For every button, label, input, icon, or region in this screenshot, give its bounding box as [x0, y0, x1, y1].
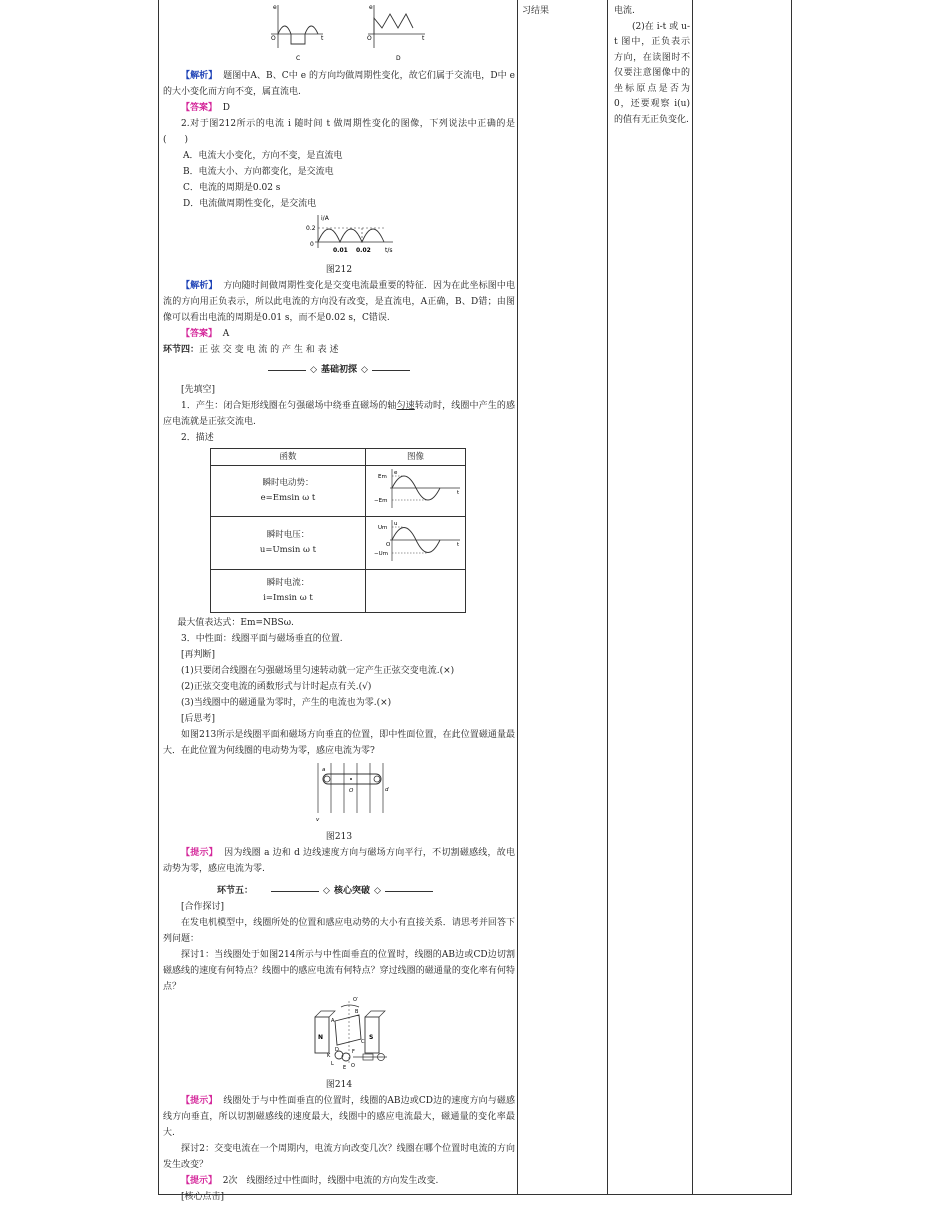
current-formula: i=Imsin ω t — [263, 593, 313, 603]
band-basics-label: 基础初探 — [320, 365, 357, 375]
q2-answer-text: A — [222, 329, 230, 339]
fig214-o: O — [351, 1063, 355, 1069]
section4-heading — [163, 342, 515, 358]
figure-c-d — [163, 0, 515, 62]
q2-analysis — [163, 278, 515, 326]
col3-tip: (2)在 i-t 或 u-t 图中，正负表示方向，在读图时不仅要注意图像中的坐标原点是否为0，还要观察 i(u) 的值有无正负变化. — [614, 21, 690, 125]
table-cell-emf-graph — [366, 466, 466, 517]
graph-c-axis-t: t — [321, 35, 324, 42]
item1-post: 转动时，线圈中产生的感应电流就是正弦交流电. — [163, 401, 515, 427]
discussion-2: 探讨2：交变电流在一个周期内，电流方向改变几次？线圈在哪个位置时电流的方向发生改变？ — [163, 1144, 515, 1170]
function-table — [210, 448, 466, 613]
fig214-k: K — [327, 1053, 331, 1059]
col3-line1: 电流. — [614, 6, 635, 16]
q1-analysis — [163, 68, 515, 100]
figure-213 — [163, 759, 515, 823]
fig213-d: d — [385, 787, 389, 793]
judge-3: (3)当线圈中的磁通量为零时，产生的电流也为零.(×) — [181, 698, 392, 708]
hint-d1 — [163, 1093, 515, 1141]
item3: 3．中性面：线圈平面与磁场垂直的位置. — [181, 634, 343, 644]
column-divider — [607, 0, 608, 1195]
rejudge-label: [再判断] — [181, 650, 216, 660]
core-label: [核心点击] — [181, 1192, 225, 1202]
fig212-axis-y: i/A — [321, 215, 329, 222]
think-label: [后思考] — [181, 714, 216, 724]
graph-u-origin: O — [385, 542, 390, 548]
hint-d2 — [163, 1173, 515, 1189]
table-cell-current-graph — [366, 570, 466, 613]
graph-u-t: t — [456, 542, 459, 548]
graph-d-axis-t: t — [422, 35, 425, 42]
max-value: 最大值表达式：Em=NBSω. — [177, 618, 294, 628]
graph-c-origin: O — [271, 35, 276, 42]
q2-analysis-text: 方向随时间做周期性变化是交变电流最重要的特征．因为在此坐标图中电流的方向用正负表示，所以此电流的方向没有改变，是直流电，A正确，B、D错；由图像可以看出电流的周期是0.01 s，而不是0.02 s，C错误. — [163, 281, 515, 323]
graph-e-axis: e — [393, 470, 397, 476]
judge-2: (2)正弦交变电流的函数形式与计时起点有关.(√) — [181, 682, 372, 692]
table-cell-emf — [211, 466, 366, 517]
item1-pre: 1．产生：闭合矩形线圈在匀强磁场中绕垂直磁场的轴 — [181, 401, 397, 411]
graph-e-neg: −Em — [373, 498, 387, 504]
q2-option-b: B．电流大小、方向都变化，是交流电 — [183, 167, 334, 177]
answer-tag: 【答案】 — [181, 329, 218, 339]
fig214-e: E — [343, 1065, 347, 1071]
q2-answer — [163, 326, 515, 342]
graph-e-pos: Em — [377, 474, 387, 480]
fig214-n: N — [318, 1034, 324, 1041]
graph-d-origin: O — [367, 35, 372, 42]
voltage-label: 瞬时电压： — [266, 530, 310, 540]
table-header-graph: 图像 — [366, 449, 466, 466]
sine-graph-u — [368, 517, 464, 563]
answer-tag: 【答案】 — [181, 103, 218, 113]
hint-213 — [163, 845, 515, 877]
item2: 2．描述 — [181, 433, 214, 443]
think-question: 如图213所示是线圈平面和磁场方向垂直的位置，即中性面位置，在此位置磁通量最大．在此位置为何线圈的电动势为零，感应电流为零? — [163, 730, 515, 756]
emf-formula: e=Emsin ω t — [260, 493, 316, 503]
judge-1: (1)只要闭合线圈在匀强磁场里匀速转动就一定产生正弦交变电流.(×) — [181, 666, 455, 676]
graph-d-label: D — [396, 55, 401, 62]
figure-214 — [163, 995, 515, 1071]
figure-212 — [163, 212, 515, 256]
q2-option-d: D．电流做周期性变化，是交流电 — [183, 199, 317, 209]
col3-note — [614, 4, 690, 128]
hint-tag: 【提示】 — [181, 1096, 218, 1106]
graph-c — [271, 4, 324, 62]
table-header-function: 函数 — [211, 449, 366, 466]
hint-tag: 【提示】 — [181, 848, 218, 858]
q2-stem: 2.对于图212所示的电流 i 随时间 t 做周期性变化的图像，下列说法中正确的是( ) — [163, 119, 515, 145]
fig214-s: S — [369, 1034, 374, 1041]
fig214-c: C — [361, 1039, 365, 1045]
table-cell-voltage — [211, 517, 366, 570]
item1-blank: 匀速 — [396, 401, 415, 411]
fig214-b: B — [355, 1009, 359, 1015]
hint-tag: 【提示】 — [181, 1176, 218, 1186]
analysis-tag: 【解析】 — [181, 281, 218, 291]
fig214-f: F — [352, 1049, 355, 1055]
graph-u-pos: Um — [377, 525, 387, 531]
q1-answer — [163, 100, 515, 116]
graph-e-t: t — [456, 490, 459, 496]
prefill-label: [先填空] — [181, 385, 216, 395]
coop-intro: 在发电机模型中，线圈所处的位置和感应电动势的大小有直接关系．请思考并回答下列问题： — [163, 918, 515, 944]
current-label: 瞬时电流： — [266, 578, 310, 588]
graph-u-neg: −Um — [373, 551, 388, 557]
section4-title: 环节四： — [163, 345, 200, 355]
q2-option-c: C．电流的周期是0.02 s — [183, 183, 281, 193]
graph-d-axis-e: e — [369, 4, 373, 11]
fig214-l: L — [331, 1061, 334, 1067]
section5-heading — [163, 883, 515, 899]
graph-c-label: C — [296, 55, 301, 62]
graph-c-axis-e: e — [273, 4, 277, 11]
col2-note: 习结果 — [522, 6, 550, 16]
column-divider — [517, 0, 518, 1195]
item1 — [163, 398, 515, 430]
band-basics: ◇ 基础初探 ◇ — [163, 362, 515, 378]
fig213-a: a — [322, 767, 326, 773]
q1-analysis-text: 题图中A、B、C中 e 的方向均做周期性变化，故它们属于交流电，D中 e 的大小变化而方向不变，属直流电. — [163, 71, 515, 97]
section4-subtitle: 正 弦 交 变 电 流 的 产 生 和 表 述 — [199, 345, 339, 355]
table-cell-voltage-graph — [366, 517, 466, 570]
fig214-d: D — [335, 1047, 339, 1053]
q2-option-a: A．电流大小变化，方向不变，是直流电 — [183, 151, 343, 161]
main-column — [163, 0, 515, 1205]
hint-d2-text: 2次 线圈经过中性面时，线圈中电流的方向发生改变. — [222, 1176, 439, 1186]
graph-d — [367, 4, 425, 62]
analysis-tag: 【解析】 — [181, 71, 218, 81]
fig214-o-prime: O′ — [353, 997, 359, 1003]
fig214-a: A — [331, 1018, 335, 1024]
sine-graph-e — [368, 466, 464, 510]
hint-213-text: 因为线圈 a 边和 d 边线速度方向与磁场方向平行，不切割磁感线，故电动势为零，感应电流为零. — [163, 848, 515, 874]
fig213-o: O — [349, 788, 354, 794]
voltage-formula: u=Umsin ω t — [259, 545, 317, 555]
fig213-v: v — [316, 817, 320, 823]
q1-answer-text: D — [222, 103, 230, 113]
graph-u-axis: u — [393, 521, 397, 527]
fig212-axis-x: t/s — [385, 247, 393, 254]
fig212-value: 0.2 — [306, 225, 316, 232]
emf-label: 瞬时电动势： — [262, 478, 314, 488]
section5-title: 环节五： — [217, 886, 254, 896]
band-core-label: 核心突破 — [333, 886, 370, 896]
band-core: ◇ 核心突破 ◇ — [271, 883, 433, 899]
fig212-caption: 图212 — [325, 265, 353, 275]
table-cell-current — [211, 570, 366, 613]
fig212-zero: 0 — [310, 241, 314, 248]
fig213-caption: 图213 — [325, 832, 353, 842]
fig212-t1: 0.01 — [333, 247, 348, 254]
discussion-1: 探讨1：当线圈处于如图214所示与中性面垂直的位置时，线圈的AB边或CD边切割磁感线的速度有何特点？线圈中的感应电流有何特点？穿过线圈的磁通量的变化率有何特点？ — [163, 950, 515, 992]
column-divider — [692, 0, 693, 1195]
coop-label: [合作探讨] — [181, 902, 225, 912]
fig212-t2: 0.02 — [356, 247, 371, 254]
fig214-caption: 图214 — [325, 1080, 353, 1090]
hint-d1-text: 线圈处于与中性面垂直的位置时，线圈的AB边或CD边的速度方向与磁感线方向垂直，所以切割磁感线的速度最大，线圈中的感应电流最大，磁通量的变化率最大. — [163, 1096, 515, 1138]
